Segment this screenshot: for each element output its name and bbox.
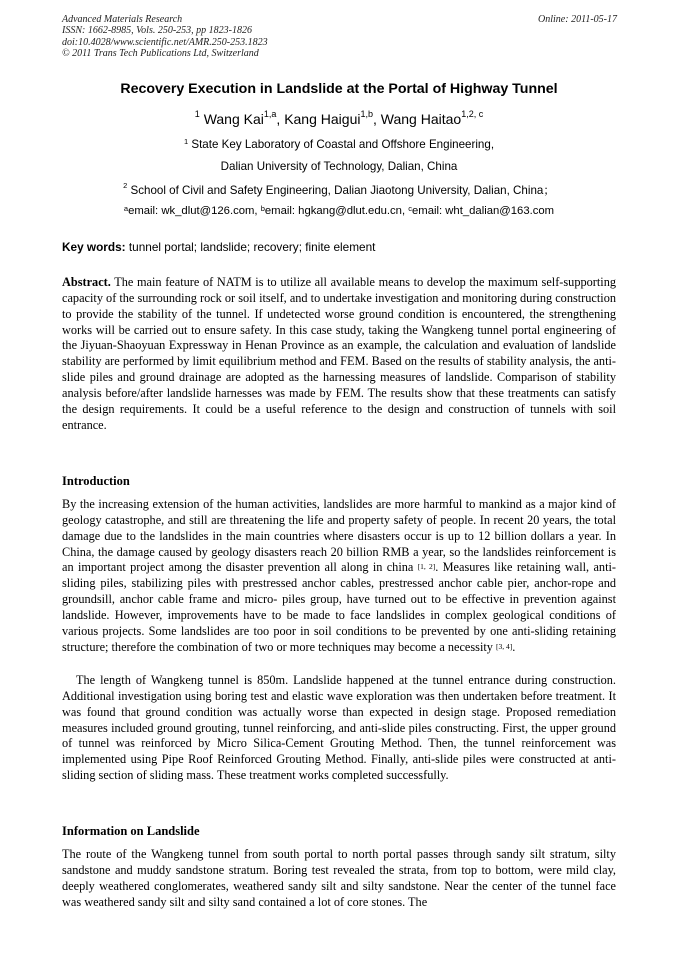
- intro-text: . Measures like retaining wall, anti-sliding piles, stabilizing piles with prestressed anchor cables, prestressed anchor cable pier, anchor-rope and groundsill, anchor cable frame and micro- piles group, have turned out to be effective in prevention against landslide. However, improvements have to be made to face landslides in complex geological conditions of various projects. Some landslides are too poor in soil conditions to be prevented by one anti-sliding retaining structure; therefore the combination of two or more techniques may become a necessity: [62, 560, 616, 654]
- author-name: Wang Kai: [203, 111, 264, 127]
- email-sup: c: [408, 204, 412, 213]
- copyright-line: © 2011 Trans Tech Publications Ltd, Switzerland: [62, 48, 259, 60]
- paper-title: Recovery Execution in Landslide at the Portal of Highway Tunnel: [120, 81, 558, 97]
- intro-text: .: [512, 639, 516, 654]
- affiliation-text: School of Civil and Safety Engineering, Dalian Jiaotong University, Dalian, China；: [130, 184, 555, 197]
- email-b: email: hgkang@dlut.edu.cn,: [264, 205, 409, 217]
- intro-text: By the increasing extension of the human activities, landslides are more harmful to mankind as a major kind of geology catastrophe, and still are threatening the life and property safety of people. In recent 20 years, the total damage due to the landslides in the main countries where disasters occur is up to 12 billion dollars a year. In China, the damage caused by geology disasters reach 20 billion RMB a year, so the landslides reinforcement is an important project among the disaster prevention all along in china: [62, 497, 616, 575]
- author-name: Wang Haitao: [380, 111, 462, 127]
- landslide-paragraph-1: The route of the Wangkeng tunnel from south portal to north portal passes through sandy silt stratum, silty sandstone and muddy sandstone stratum. Boring test revealed the strata, from top to bottom, were mild clay, deeply weathered conglomerates, weathered sandy silt and silty sandstone. Near the center of the tunnel face was weathered sandy silt and silty sand contained a lot of core stones. The: [62, 847, 616, 909]
- email-sup: b: [260, 204, 265, 213]
- journal-name: Advanced Materials Research: [62, 14, 183, 25]
- abstract-text: The main feature of NATM is to utilize all available means to develop the maximum self-supporting capacity of the surrounding rock or soil itself, and to undertake investigation and monitoring during construction to provide the stability of the tunnel. If undetected worse ground condition is encountered, the strengthening works will be carried out to ensure safety. In this case study, taking the Wangkeng tunnel portal engineering of the Jiyuan-Shaoyuan Expressway in Henan Province as an example, the calculation and evaluation of landslide stability are performed by limit equilibrium method and FEM. Based on the results of stability analysis, the anti-slide piles and ground drainage are adopted as the harnessing measures of landslide. Comparison of stability analysis before/after landslide harnesses was made by FEM. The results show that these treatments can satisfy the design requirements. It could be a useful reference to the design and construction of tunnels with soil entrance.: [62, 275, 616, 432]
- email-line: [40, 205, 638, 217]
- author-sup: 1,a: [263, 109, 277, 119]
- email-sup: a: [123, 204, 129, 213]
- email-c: email: wht_dalian@163.com: [412, 205, 555, 217]
- affiliation-1-line-2: Dalian University of Technology, Dalian, China: [220, 160, 458, 173]
- author-prefix-sup: 1: [194, 109, 200, 119]
- intro-paragraph-1: [62, 497, 616, 655]
- author-list: [40, 111, 638, 127]
- keywords-text: tunnel portal; landslide; recovery; finite element: [125, 240, 376, 254]
- affiliation-text: State Key Laboratory of Coastal and Offshore Engineering,: [191, 138, 495, 151]
- affiliation-sup: 1: [183, 137, 189, 146]
- abstract-label: Abstract.: [62, 275, 111, 289]
- citation: [3, 4]: [496, 641, 513, 651]
- section-heading-introduction: Introduction: [62, 474, 130, 488]
- author-sup: 1,2, c: [461, 109, 484, 119]
- keywords-label: Key words:: [62, 240, 126, 254]
- abstract-paragraph: [62, 275, 616, 433]
- intro-paragraph-2: The length of Wangkeng tunnel is 850m. Landslide happened at the tunnel entrance during construction. Additional investigation using boring test and elastic wave exploration was then undertaken before treatment. It was found that ground condition was actually worse than expected in design stage. Proposed remediation measures included ground grouting, tunnel reinforcing, and anti-slide piles constructing. First, the upper ground of tunnel was reinforced by Micro Silica-Cement Grouting Method. Then, the tunnel reinforcement was implemented using Pipe Roof Reinforced Grouting Method. Finally, anti-slide piles were constructed at anti-sliding section of sliding mass. These treatment works completed successfully.: [62, 673, 616, 783]
- issn-line: ISSN: 1662-8985, Vols. 250-253, pp 1823-1826: [62, 25, 252, 37]
- author-separator: ,: [372, 111, 381, 127]
- journal-header: [62, 14, 268, 60]
- citation: [1, 2]: [417, 562, 436, 572]
- doi-line: doi:10.4028/www.scientific.net/AMR.250-253.1823: [62, 36, 268, 48]
- author-separator: ,: [276, 111, 285, 127]
- section-heading-landslide: Information on Landslide: [62, 824, 200, 838]
- email-a: email: wk_dlut@126.com,: [128, 205, 261, 217]
- online-date: Online: 2011-05-17: [538, 14, 617, 25]
- affiliation-2: [40, 182, 638, 198]
- affiliation-sup: 2: [123, 181, 128, 190]
- affiliation-1-line-1: [40, 138, 638, 151]
- author-name: Kang Haigui: [284, 111, 361, 127]
- author-sup: 1,b: [360, 109, 373, 119]
- keywords: [62, 240, 618, 254]
